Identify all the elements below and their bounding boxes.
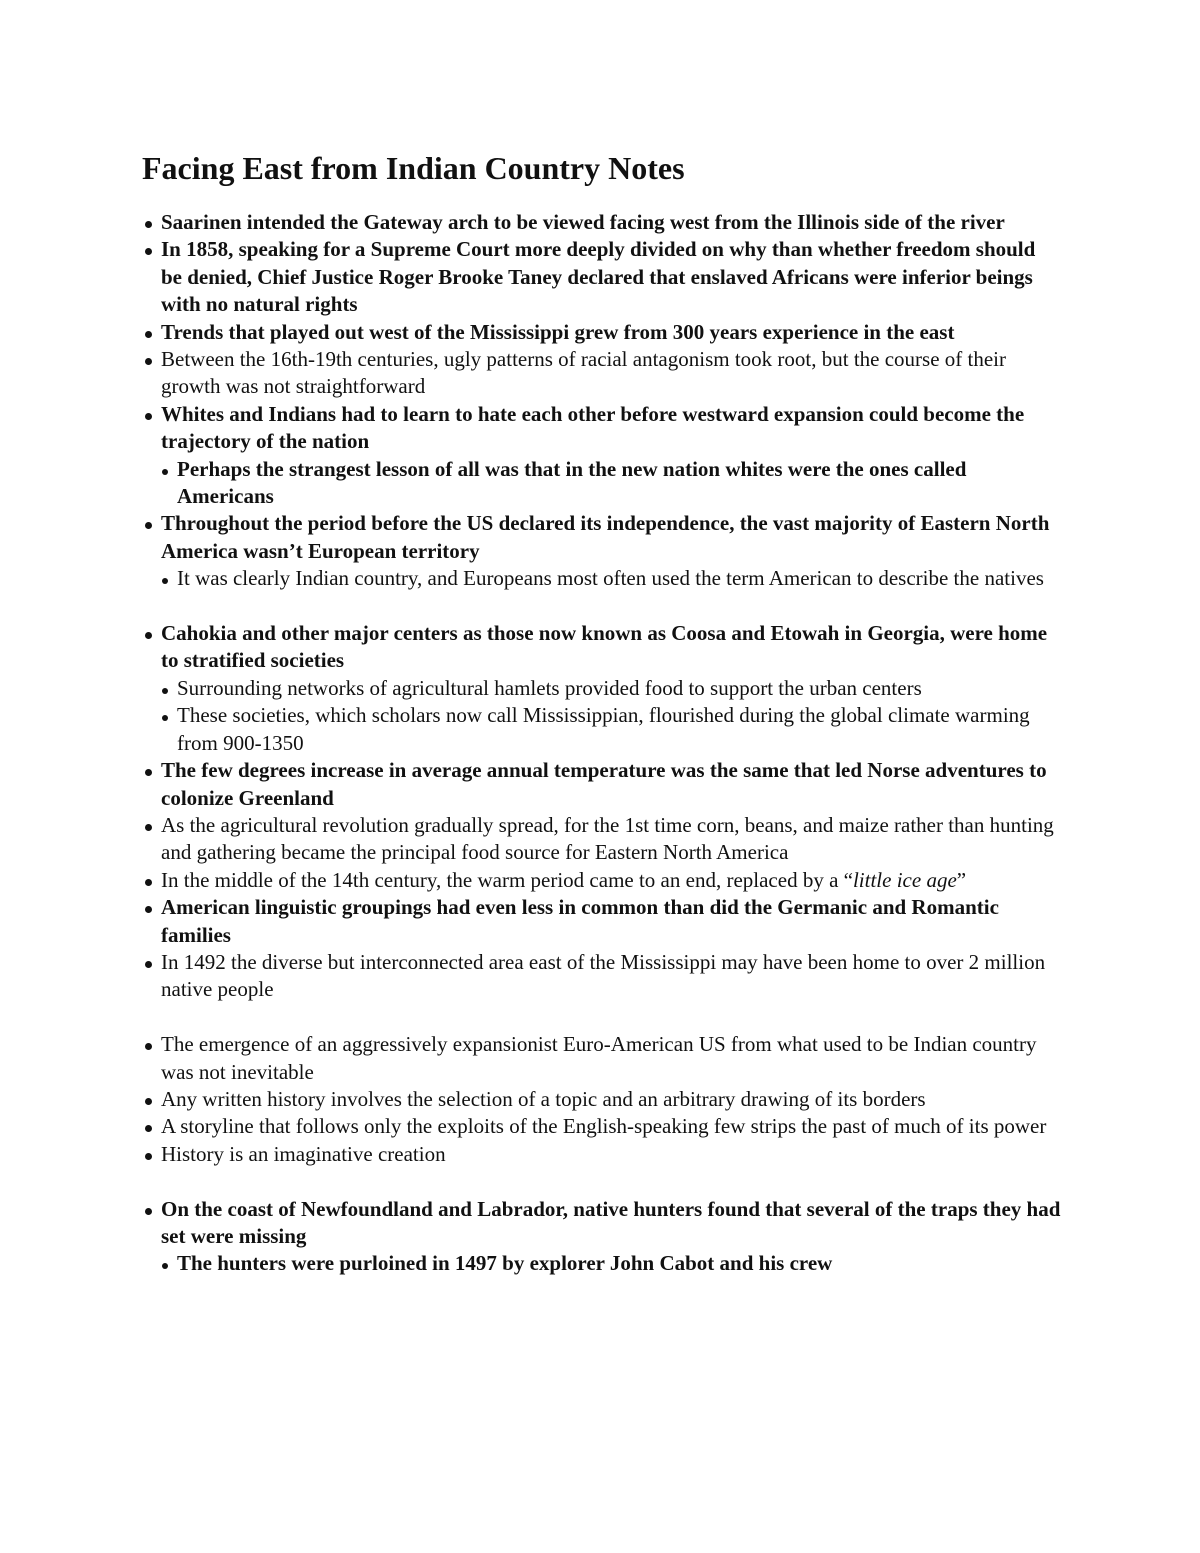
note-text: In the middle of the 14th century, the warm period came to an end, replaced by a “ <box>161 867 853 892</box>
bullet-icon <box>162 469 168 475</box>
bullet-icon <box>145 879 152 886</box>
note-text: History is an imaginative creation <box>161 1141 446 1166</box>
note-text: In 1858, speaking for a Supreme Court more deeply divided on why than whether freedom should be denied, Chief Justice Roger Brooke Taney declared that enslaved Africans were inferior beings with no natural rights <box>161 237 1036 317</box>
note-item <box>0 1031 1061 1086</box>
note-text: Surrounding networks of agricultural hamlets provided food to support the urban centers <box>177 675 922 700</box>
note-item <box>0 812 1061 867</box>
bullet-icon <box>145 358 152 365</box>
note-item <box>0 1141 1061 1168</box>
bullet-icon <box>145 1153 152 1160</box>
sub-note-item <box>0 456 1061 511</box>
note-text: Between the 16th-19th centuries, ugly patterns of racial antagonism took root, but the course of their growth was not straightforward <box>161 347 1007 399</box>
note-text: American linguistic groupings had even less in common than did the Germanic and Romantic families <box>161 895 999 947</box>
note-item <box>0 1196 1061 1251</box>
note-text: The hunters were purloined in 1497 by explorer John Cabot and his crew <box>177 1251 833 1276</box>
note-item <box>0 510 1061 565</box>
bullet-icon <box>145 961 152 968</box>
bullet-icon <box>162 1263 168 1269</box>
note-text: Whites and Indians had to learn to hate each other before westward expansion could become the trajectory of the nation <box>161 401 1025 454</box>
note-text-after: ” <box>956 867 967 892</box>
note-item <box>0 1086 1061 1113</box>
note-text: It was clearly Indian country, and Europeans most often used the term American to describe the natives <box>177 566 1044 591</box>
bullet-icon <box>162 688 168 694</box>
note-item <box>0 319 1061 346</box>
note-item <box>0 894 1061 949</box>
note-text: On the coast of Newfoundland and Labrador, native hunters found that several of the traps they had set were missing <box>161 1196 1061 1248</box>
note-text: The emergence of an aggressively expansionist Euro-American US from what used to be Indian country was not inevitable <box>161 1032 1037 1084</box>
note-text: A storyline that follows only the exploits of the English-speaking few strips the past of much of its power <box>161 1114 1047 1139</box>
bullet-icon <box>145 769 152 776</box>
note-text: The few degrees increase in average annual temperature was the same that led Norse adventures to colonize Greenland <box>161 758 1047 810</box>
bullet-icon <box>162 578 168 584</box>
note-item <box>0 620 1061 675</box>
sub-note-item <box>0 702 1061 757</box>
note-item <box>0 209 1061 236</box>
note-text: Cahokia and other major centers as those now known as Coosa and Etowah in Georgia, were home to stratified societies <box>161 621 1048 673</box>
note-item <box>0 757 1061 812</box>
notes-list <box>0 209 1200 1278</box>
sub-note-item <box>0 1250 1061 1277</box>
document-title: Facing East from Indian Country Notes <box>142 150 685 186</box>
note-text: Saarinen intended the Gateway arch to be viewed facing west from the Illinois side of the river <box>161 210 1005 234</box>
note-item <box>0 1113 1061 1140</box>
note-item <box>0 346 1061 401</box>
note-emphasis: little ice age <box>852 867 957 892</box>
note-text: These societies, which scholars now call Mississippian, flourished during the global climate warming from 900-1350 <box>177 703 1030 755</box>
bullet-icon <box>145 1125 152 1132</box>
note-item <box>0 867 1061 894</box>
note-item <box>0 236 1061 318</box>
note-text: As the agricultural revolution gradually spread, for the 1st time corn, beans, and maize rather than hunting and gathering became the principal food source for Eastern North America <box>161 812 1054 865</box>
bullet-icon <box>162 715 168 721</box>
note-text: Trends that played out west of the Mississippi grew from 300 years experience in the east <box>161 319 955 344</box>
bullet-icon <box>145 221 152 228</box>
bullet-icon <box>145 413 152 420</box>
bullet-icon <box>145 1208 152 1215</box>
note-text: Any written history involves the selection of a topic and an arbitrary drawing of its borders <box>161 1086 926 1111</box>
note-item <box>0 401 1061 456</box>
sub-note-item <box>0 675 1061 702</box>
note-text: Perhaps the strangest lesson of all was that in the new nation whites were the ones called Americans <box>177 456 967 509</box>
bullet-icon <box>145 632 152 639</box>
note-item <box>0 949 1061 1004</box>
bullet-icon <box>145 824 152 831</box>
note-text: Throughout the period before the US declared its independence, the vast majority of Eastern North America wasn’t European territory <box>161 511 1050 563</box>
note-text: In 1492 the diverse but interconnected area east of the Mississippi may have been home to over 2 million native people <box>161 949 1046 1002</box>
bullet-icon <box>145 331 152 338</box>
bullet-icon <box>145 1043 152 1050</box>
bullet-icon <box>145 1098 152 1105</box>
bullet-icon <box>145 248 152 255</box>
bullet-icon <box>145 522 152 529</box>
bullet-icon <box>145 906 152 913</box>
sub-note-item <box>0 565 1061 592</box>
